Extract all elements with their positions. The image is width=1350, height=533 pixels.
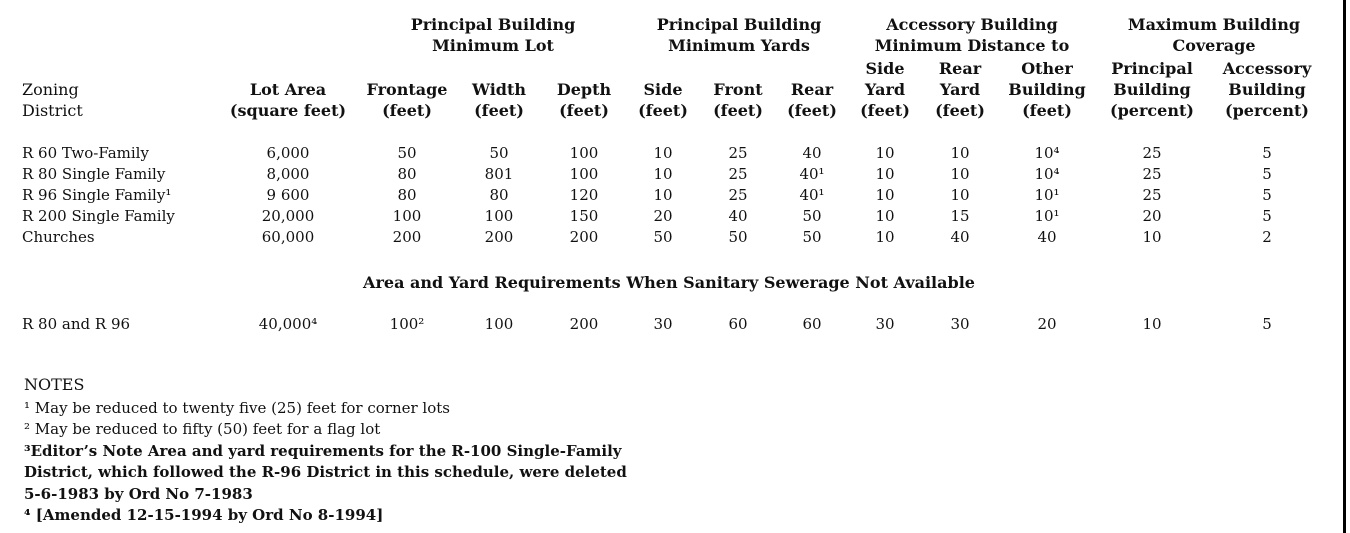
notes-title: NOTES bbox=[24, 375, 85, 394]
table-cell: 40,000⁴ bbox=[258, 315, 318, 333]
table-cell: 40 bbox=[1037, 228, 1057, 246]
table-cell: 5 bbox=[1262, 144, 1272, 162]
table-cell: 10 bbox=[875, 186, 895, 204]
table-cell: 150 bbox=[569, 207, 599, 225]
table-cell: 20 bbox=[1142, 207, 1162, 225]
page-edge-line bbox=[1343, 0, 1346, 533]
table-cell: 10 bbox=[875, 207, 895, 225]
header-width: Width (feet) bbox=[472, 80, 526, 120]
header-group-principal-lot: Principal Building Minimum Lot bbox=[410, 15, 576, 55]
table-cell: 120 bbox=[569, 186, 599, 204]
table-cell: 8,000 bbox=[266, 165, 310, 183]
header-side: Side (feet) bbox=[638, 80, 688, 120]
header-acc-other-building: Other Building (feet) bbox=[1008, 59, 1086, 120]
table-cell: 25 bbox=[728, 186, 748, 204]
note-line: ⁴ [Amended 12-15-1994 by Ord No 8-1994] bbox=[24, 506, 384, 524]
table-cell: 100 bbox=[569, 165, 599, 183]
table-cell: 801 bbox=[484, 165, 514, 183]
table-cell: 40 bbox=[728, 207, 748, 225]
table-cell: 50 bbox=[802, 228, 822, 246]
table-cell: 9 600 bbox=[266, 186, 310, 204]
table-cell: 200 bbox=[392, 228, 422, 246]
table-cell: 20,000 bbox=[261, 207, 315, 225]
table-cell: 10 bbox=[653, 186, 673, 204]
table-cell: 10⁴ bbox=[1034, 144, 1060, 162]
row-district-r80: R 80 Single Family bbox=[22, 165, 166, 183]
table-cell: 10 bbox=[875, 165, 895, 183]
header-front: Front (feet) bbox=[713, 80, 763, 120]
note-line: ¹ May be reduced to twenty five (25) feet for corner lots bbox=[24, 399, 450, 417]
note-line: 5-6-1983 by Ord No 7-1983 bbox=[24, 485, 253, 503]
table-cell: 10 bbox=[653, 144, 673, 162]
table-cell: 40¹ bbox=[799, 186, 825, 204]
table-cell: 100 bbox=[392, 207, 422, 225]
table-cell: 25 bbox=[1142, 186, 1162, 204]
row-district-r200: R 200 Single Family bbox=[22, 207, 175, 225]
header-cov-accessory: Accessory Building (percent) bbox=[1222, 59, 1312, 120]
header-group-principal-yards: Principal Building Minimum Yards bbox=[656, 15, 822, 55]
note-line: ³Editor’s Note Area and yard requirements for the R-100 Single-Family bbox=[24, 442, 622, 460]
header-zoning-district: Zoning District bbox=[22, 80, 83, 120]
table-cell: 10⁴ bbox=[1034, 165, 1060, 183]
table-cell: 80 bbox=[489, 186, 509, 204]
table-cell: 10 bbox=[1142, 315, 1162, 333]
table-cell: 5 bbox=[1262, 186, 1272, 204]
table-cell: 10 bbox=[950, 144, 970, 162]
header-group-accessory: Accessory Building Minimum Distance to bbox=[874, 15, 1070, 55]
table-cell: 10¹ bbox=[1034, 186, 1060, 204]
table-cell: 30 bbox=[950, 315, 970, 333]
table-cell: 10 bbox=[950, 165, 970, 183]
table-cell: 50 bbox=[802, 207, 822, 225]
header-acc-side-yard: Side Yard (feet) bbox=[860, 59, 910, 120]
table-cell: 30 bbox=[653, 315, 673, 333]
table-cell: 30 bbox=[875, 315, 895, 333]
table-cell: 60,000 bbox=[261, 228, 315, 246]
table-cell: 20 bbox=[653, 207, 673, 225]
row-district-r60: R 60 Two-Family bbox=[22, 144, 149, 162]
table-cell: 200 bbox=[484, 228, 514, 246]
header-cov-principal: Principal Building (percent) bbox=[1110, 59, 1194, 120]
table-cell: 50 bbox=[728, 228, 748, 246]
row-district-r80-r96: R 80 and R 96 bbox=[22, 315, 131, 333]
table-cell: 2 bbox=[1262, 228, 1272, 246]
table-cell: 40 bbox=[950, 228, 970, 246]
table-cell: 100 bbox=[484, 315, 514, 333]
row-district-r96: R 96 Single Family¹ bbox=[22, 186, 172, 204]
table-cell: 200 bbox=[569, 228, 599, 246]
table-cell: 50 bbox=[397, 144, 417, 162]
table-cell: 10 bbox=[1142, 228, 1162, 246]
table-cell: 10 bbox=[653, 165, 673, 183]
table-cell: 40 bbox=[802, 144, 822, 162]
header-depth: Depth (feet) bbox=[556, 80, 612, 120]
table-cell: 100² bbox=[389, 315, 425, 333]
table-cell: 50 bbox=[653, 228, 673, 246]
table-cell: 100 bbox=[484, 207, 514, 225]
table-cell: 10 bbox=[950, 186, 970, 204]
table-cell: 100 bbox=[569, 144, 599, 162]
table-cell: 10 bbox=[875, 144, 895, 162]
section-title: Area and Yard Requirements When Sanitary Sewerage Not Available bbox=[363, 273, 975, 292]
table-cell: 25 bbox=[1142, 165, 1162, 183]
header-lot-area: Lot Area (square feet) bbox=[229, 80, 347, 120]
table-cell: 60 bbox=[728, 315, 748, 333]
table-cell: 6,000 bbox=[266, 144, 310, 162]
header-acc-rear-yard: Rear Yard (feet) bbox=[935, 59, 985, 120]
note-line: ² May be reduced to fifty (50) feet for a flag lot bbox=[24, 420, 381, 438]
table-cell: 15 bbox=[950, 207, 970, 225]
table-cell: 200 bbox=[569, 315, 599, 333]
table-cell: 20 bbox=[1037, 315, 1057, 333]
table-cell: 80 bbox=[397, 186, 417, 204]
header-rear: Rear (feet) bbox=[787, 80, 837, 120]
table-cell: 10 bbox=[875, 228, 895, 246]
row-district-churches: Churches bbox=[22, 228, 95, 246]
header-group-coverage: Maximum Building Coverage bbox=[1127, 15, 1301, 55]
table-cell: 25 bbox=[728, 165, 748, 183]
table-cell: 5 bbox=[1262, 207, 1272, 225]
table-cell: 80 bbox=[397, 165, 417, 183]
table-cell: 25 bbox=[728, 144, 748, 162]
table-cell: 10¹ bbox=[1034, 207, 1060, 225]
table-cell: 60 bbox=[802, 315, 822, 333]
table-cell: 40¹ bbox=[799, 165, 825, 183]
table-cell: 25 bbox=[1142, 144, 1162, 162]
header-frontage: Frontage (feet) bbox=[366, 80, 448, 120]
table-cell: 5 bbox=[1262, 315, 1272, 333]
table-cell: 50 bbox=[489, 144, 509, 162]
table-cell: 5 bbox=[1262, 165, 1272, 183]
note-line: District, which followed the R-96 District in this schedule, were deleted bbox=[24, 463, 627, 481]
